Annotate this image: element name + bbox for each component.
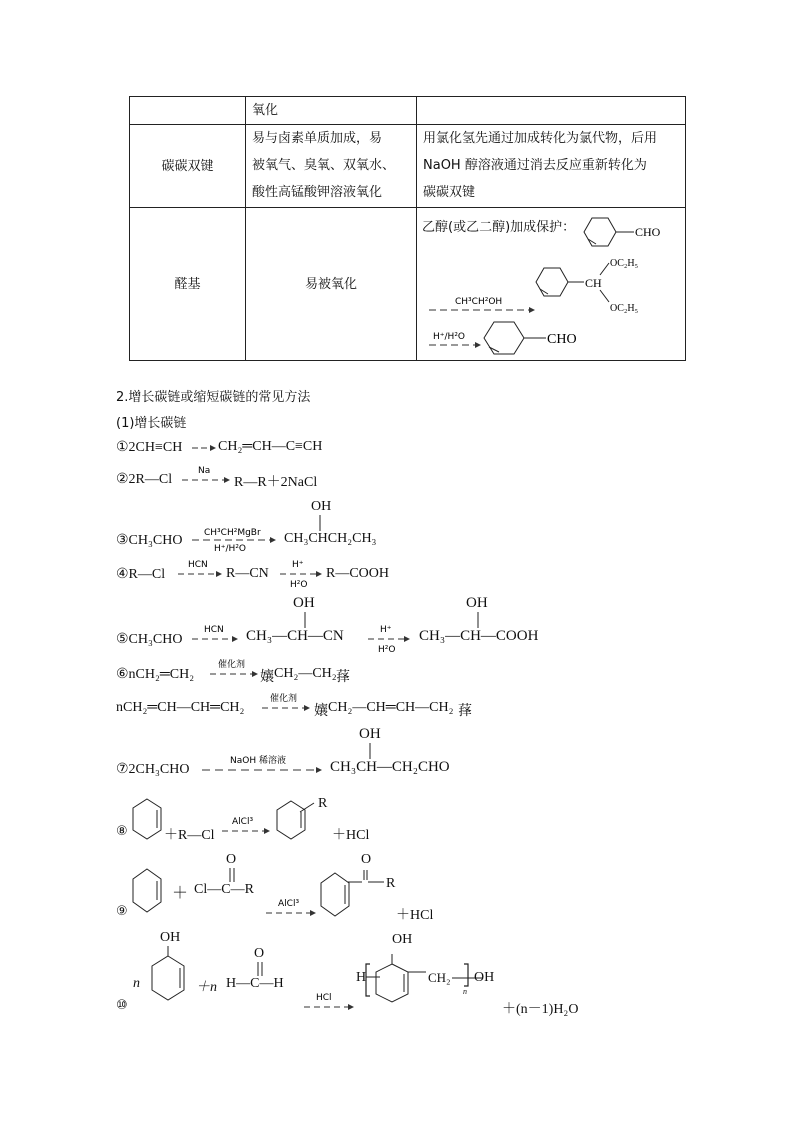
method-intro: 乙醇(或乙二醇)加成保护：	[422, 220, 576, 235]
svg-text:H⁺: H⁺	[292, 560, 304, 570]
svg-text:AlCl³: AlCl³	[278, 899, 300, 909]
method-cell	[417, 125, 686, 208]
svg-text:AlCl³: AlCl³	[232, 817, 254, 827]
protection-table	[129, 96, 686, 361]
property-line: 酸性高锰酸钾溶液氧化	[252, 185, 383, 200]
svg-text:OC₂H₅: OC₂H₅	[610, 258, 639, 269]
group-label: 碳碳双键	[130, 125, 246, 208]
method-line: NaOH 醇溶液通过消去反应重新转化为	[423, 158, 647, 173]
svg-text:Na: Na	[198, 466, 211, 476]
svg-text:H⁺/H²O: H⁺/H²O	[214, 544, 247, 554]
svg-text:H²O: H²O	[378, 645, 396, 655]
svg-text:NaOH 稀溶液: NaOH 稀溶液	[230, 756, 286, 766]
svg-text:CHO: CHO	[547, 332, 577, 347]
svg-text:HCN: HCN	[188, 560, 208, 570]
table-cell: 氧化	[246, 97, 417, 125]
table-cell	[130, 97, 246, 125]
svg-text:CHO: CHO	[635, 225, 661, 239]
method-line: 用氯化氢先通过加成转化为氯代物，后用	[423, 131, 658, 146]
property-line: 被氧气、臭氧、双氧水、	[252, 158, 396, 173]
benzene-ring	[130, 797, 164, 843]
svg-text:CH³CH²MgBr: CH³CH²MgBr	[204, 528, 261, 538]
svg-text:HCN: HCN	[204, 625, 224, 635]
benzene-ring	[318, 870, 352, 920]
method-line: 碳碳双键	[423, 185, 476, 200]
svg-text:CH: CH	[585, 276, 602, 290]
svg-text:催化剂: 催化剂	[270, 694, 298, 704]
acetal-scheme	[417, 208, 673, 360]
subsection-title: (1)增长碳链	[116, 416, 187, 431]
svg-text:H²O: H²O	[290, 580, 308, 590]
property-cell: 易被氧化	[246, 208, 417, 361]
svg-text:H⁺/H²O: H⁺/H²O	[433, 332, 466, 342]
svg-text:CH³CH²OH: CH³CH²OH	[455, 297, 503, 307]
svg-text:HCl: HCl	[316, 993, 332, 1003]
svg-text:H⁺: H⁺	[380, 625, 392, 635]
property-line: 易与卤素单质加成，易	[252, 131, 383, 146]
property-cell	[246, 125, 417, 208]
table-cell	[417, 97, 686, 125]
phenol-ring	[148, 946, 188, 1006]
svg-text:OC₂H₅: OC₂H₅	[610, 303, 639, 314]
svg-text:催化剂: 催化剂	[218, 660, 246, 670]
benzene-ring	[130, 866, 164, 916]
method-cell	[417, 208, 686, 361]
group-label: 醛基	[130, 208, 246, 361]
section-title: 2.增长碳链或缩短碳链的常见方法	[116, 390, 311, 405]
